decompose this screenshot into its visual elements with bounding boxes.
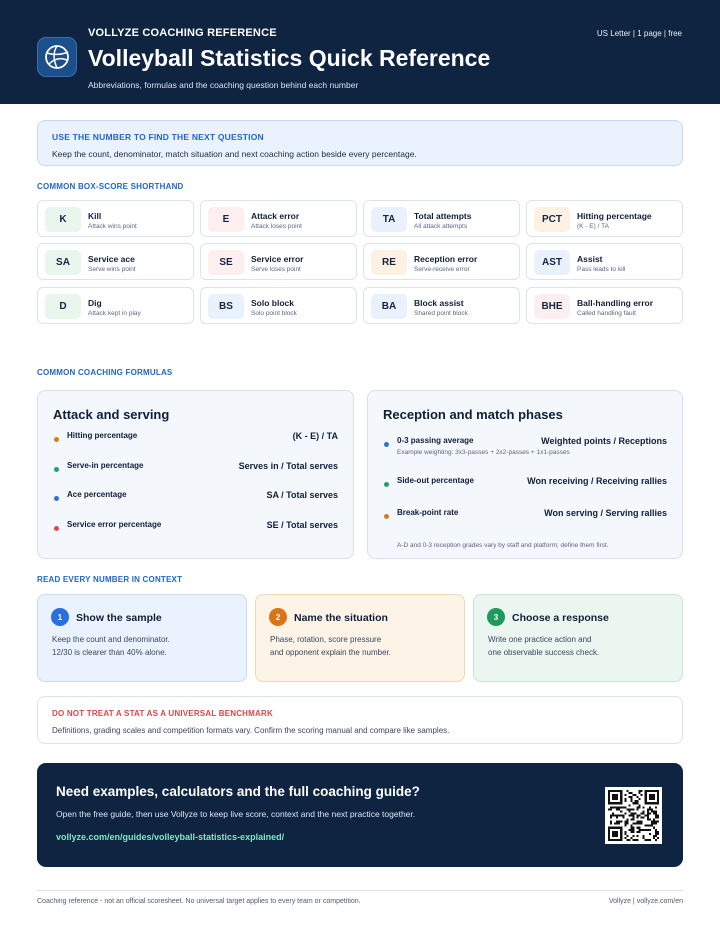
callout-title: USE THE NUMBER TO FIND THE NEXT QUESTION [52,132,264,142]
context-card-text: Phase, rotation, score pressure [270,635,382,644]
shorthand-card [526,287,683,324]
context-card-text: one observable success check. [488,648,600,657]
shorthand-term: Block assist [414,298,464,308]
formula-note: Example weighting: 3x3-passes + 2x2-passes + 1x1-passes [397,449,570,456]
context-card [473,594,683,682]
shorthand-card [200,200,357,237]
qr-code-icon[interactable] [605,787,662,844]
formula-expression: SE / Total serves [266,520,338,530]
shorthand-description: Serve-receive error [414,266,470,273]
footer-brand: Vollyze | vollyze.com/en [608,898,683,905]
bullet-dot [54,467,59,472]
abbreviation-badge: D [45,294,81,319]
attack-panel-title: Attack and serving [53,407,170,422]
bullet-dot [384,442,389,447]
shorthand-description: Attack wins point [88,223,137,230]
callout-text: Keep the count, denominator, match situation and next coaching action beside every percentage. [52,149,417,159]
shorthand-term: Dig [88,298,102,308]
step-number-badge: 2 [269,608,287,626]
formula-expression: SA / Total serves [266,490,338,500]
page-title: Volleyball Statistics Quick Reference [88,45,491,71]
bullet-dot [54,526,59,531]
abbreviation-badge: BA [371,294,407,319]
reception-footnote: A-D and 0-3 reception grades vary by staff and platform; define them first. [397,542,609,549]
guide-link[interactable]: vollyze.com/en/guides/volleyball-statistics-explained/ [56,832,285,842]
context-card-title: Choose a response [512,612,609,624]
context-section-label: READ EVERY NUMBER IN CONTEXT [37,575,183,584]
context-card [255,594,465,682]
step-number-badge: 3 [487,608,505,626]
shorthand-term: Service error [251,254,304,264]
footer-disclaimer: Coaching reference - not an official scoresheet. No universal target applies to every team or competition. [37,898,361,905]
reception-panel [367,390,683,559]
reception-panel-title: Reception and match phases [383,407,563,422]
formulas-section-label: COMMON COACHING FORMULAS [37,368,173,377]
shorthand-description: Called handling fault [577,310,636,317]
formula-name: Serve-in percentage [67,461,144,470]
shorthand-card [363,243,520,280]
shorthand-term: Reception error [414,254,478,264]
abbreviation-badge: TA [371,207,407,232]
cta-text: Open the free guide, then use Vollyze to keep live score, context and the next practice together. [56,809,416,819]
shorthand-term: Solo block [251,298,294,308]
bullet-dot [54,496,59,501]
shorthand-card [200,287,357,324]
shorthand-description: (K - E) / TA [577,223,609,230]
formula-name: Service error percentage [67,520,162,529]
shorthand-term: Service ace [88,254,135,264]
formula-name: Ace percentage [67,490,127,499]
shorthand-description: Attack loses point [251,223,302,230]
abbreviation-badge: BHE [534,294,570,319]
context-card-text: and opponent explain the number. [270,648,391,657]
abbreviation-badge: SE [208,250,244,275]
formula-row [53,431,338,445]
step-number-badge: 1 [51,608,69,626]
context-card-text: 12/30 is clearer than 40% alone. [52,648,167,657]
shorthand-description: All attack attempts [414,223,468,230]
bullet-dot [54,437,59,442]
volleyball-icon [37,37,77,77]
shorthand-card [363,200,520,237]
formula-name: Break-point rate [397,508,459,517]
formula-row [383,436,667,456]
page-subtitle: Abbreviations, formulas and the coaching question behind each number [88,80,359,90]
brand-label: VOLLYZE COACHING REFERENCE [88,27,277,39]
guide-cta [37,763,683,867]
attack-serving-panel [37,390,354,559]
abbreviation-badge: E [208,207,244,232]
cta-title: Need examples, calculators and the full coaching guide? [56,784,420,799]
shorthand-description: Pass leads to kill [577,266,626,273]
shorthand-term: Hitting percentage [577,211,652,221]
shorthand-card [37,200,194,237]
shorthand-description: Solo point block [251,310,297,317]
shorthand-term: Kill [88,211,102,221]
context-card-text: Keep the count and denominator. [52,635,170,644]
formula-row [53,520,338,534]
warning-title: DO NOT TREAT A STAT AS A UNIVERSAL BENCHMARK [52,709,273,718]
shorthand-card [37,243,194,280]
shorthand-card [526,243,683,280]
shorthand-card [200,243,357,280]
formula-row [53,490,338,504]
shorthand-description: Serve loses point [251,266,301,273]
formula-name: Hitting percentage [67,431,138,440]
abbreviation-badge: K [45,207,81,232]
formula-expression: Won serving / Serving rallies [544,508,667,518]
bullet-dot [384,514,389,519]
page-header [0,0,720,104]
shorthand-card [37,287,194,324]
benchmark-warning [37,696,683,744]
intro-callout [37,120,683,166]
abbreviation-badge: SA [45,250,81,275]
shorthand-description: Shared point block [414,310,468,317]
shorthand-card [526,200,683,237]
shorthand-term: Ball-handling error [577,298,654,308]
shorthand-description: Serve wins point [88,266,136,273]
abbreviation-badge: RE [371,250,407,275]
formula-expression: Weighted points / Receptions [541,436,667,446]
shorthand-term: Total attempts [414,211,472,221]
context-card-text: Write one practice action and [488,635,592,644]
warning-text: Definitions, grading scales and competition formats vary. Confirm the scoring manual and compare like samples. [52,726,450,735]
context-card [37,594,247,682]
shorthand-card [363,287,520,324]
abbreviation-badge: PCT [534,207,570,232]
footer-divider [37,890,683,891]
formula-expression: Won receiving / Receiving rallies [527,476,667,486]
formula-expression: (K - E) / TA [292,431,338,441]
abbreviation-badge: BS [208,294,244,319]
formula-row [383,508,667,522]
context-card-title: Name the situation [294,612,388,624]
formula-expression: Serves in / Total serves [238,461,338,471]
formula-row [383,476,667,490]
shorthand-term: Assist [577,254,603,264]
context-card-title: Show the sample [76,612,162,624]
formula-name: Side-out percentage [397,476,474,485]
shorthand-section-label: COMMON BOX-SCORE SHORTHAND [37,182,184,191]
formula-row [53,461,338,475]
shorthand-description: Attack kept in play [88,310,141,317]
page-meta: US Letter | 1 page | free [596,29,682,38]
bullet-dot [384,482,389,487]
abbreviation-badge: AST [534,250,570,275]
shorthand-term: Attack error [251,211,300,221]
formula-name: 0-3 passing average [397,436,474,445]
